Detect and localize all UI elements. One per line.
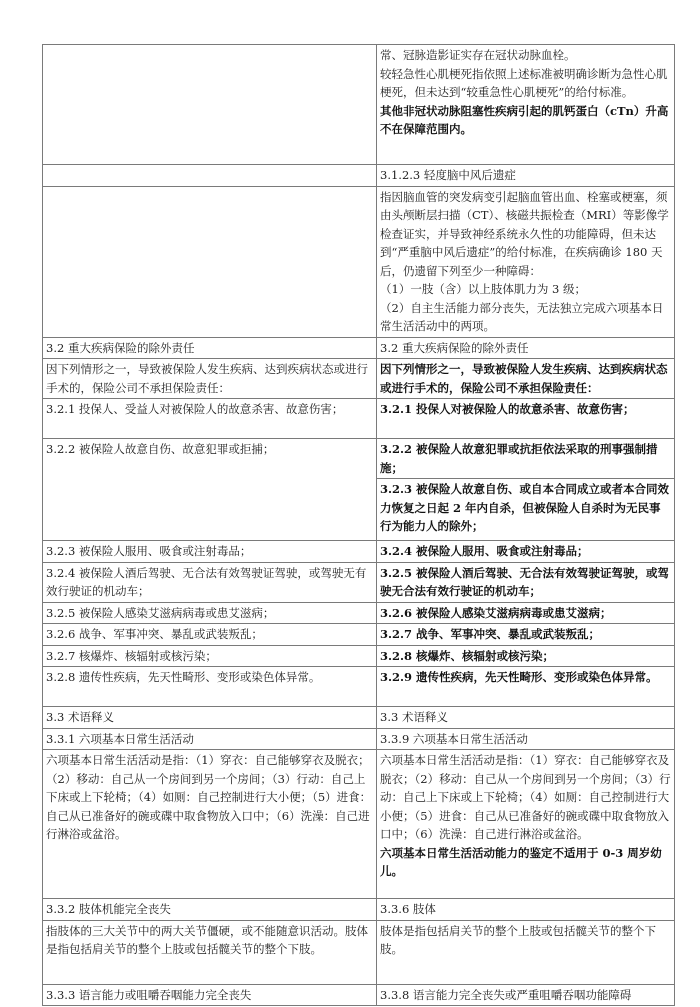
clause-text: 3.3.9 六项基本日常生活活动 [380,731,528,746]
clause-text: 3.2.8 遗传性疾病，先天性畸形、变形或染色体异常。 [46,670,321,684]
clause-text: 指肢体的三大关节中的两大关节僵硬，或不能随意识活动。肢体是指包括肩关节的整个上肢或包括髋关节的整个下肢。 [46,923,368,956]
clause-text: （2）自主生活能力部分丧失，无法独立完成六项基本日常生活活动中的两项。 [380,300,664,333]
table-row [43,667,675,707]
cell-original-clause [43,45,377,165]
clause-text: 指因脑血管的突发病变引起脑血管出血、栓塞或梗塞，须由头颅断层扫描（CT）、核磁共振检查（MRI）等影像学检查证实，并导致神经系统永久性的功能障碍，但未达到“严重脑中风后遗症”的给付标准，在疾病确诊 180 天后，仍遗留下列至少一种障碍： [380,189,669,278]
clause-text: 3.2.4 被保险人酒后驾驶、无合法有效驾驶证驾驶，或驾驶无有效行驶证的机动车； [46,565,367,598]
cell-revised-clause [377,728,675,750]
clause-text: （1）一肢（含）以上肢体肌力为 3 级； [380,282,586,296]
cell-revised-clause [377,479,675,541]
cell-revised-clause [377,399,675,439]
table-row [43,645,675,667]
table-row [43,399,675,439]
cell-revised-clause [377,602,675,624]
table-row [43,562,675,602]
clause-text: 3.2.3 被保险人服用、吸食或注射毒品； [46,544,252,558]
table-row [43,920,675,984]
table-row [43,439,675,479]
clause-text: 因下列情形之一，导致被保险人发生疾病、达到疾病状态或进行手术的，保险公司不承担保险责任： [380,362,668,395]
cell-original-clause [43,186,377,337]
clause-text: 3.3.3 语言能力或咀嚼吞咽能力完全丧失 [46,987,252,1002]
clause-text: 3.2.4 被保险人服用、吸食或注射毒品； [380,544,589,558]
cell-original-clause [43,707,377,729]
cell-original-clause [43,602,377,624]
clause-text: 六项基本日常生活活动是指：（1）穿衣：自己能够穿衣及脱衣；（2）移动：自己从一个房间到另一个房间；（3）行动：自己上下床或上下轮椅；（4）如厕：自己控制进行大小便；（5）进食：自己从已准备好的碗或碟中取食物放入口中；（6）洗澡：自己进行淋浴或盆浴。 [46,753,372,841]
clause-text: 3.2.7 核爆炸、核辐射或核污染； [46,648,217,663]
table-row [43,899,675,921]
clause-text: 3.3.6 肢体 [380,902,436,916]
cell-original-clause [43,728,377,750]
cell-revised-clause [377,359,675,399]
clause-text: 3.3 术语释义 [380,710,448,724]
cell-revised-clause [377,439,675,479]
table-row [43,728,675,750]
cell-revised-clause [377,165,675,187]
clause-text: 3.2.2 被保险人故意自伤、故意犯罪或拒捕； [46,442,275,456]
clause-text: 3.3.8 语言能力完全丧失或严重咀嚼吞咽功能障碍 [380,987,632,1002]
cell-original-clause [43,562,377,602]
cell-original-clause [43,165,377,187]
clause-text: 3.1.2.3 轻度脑中风后遗症 [380,168,516,182]
cell-original-clause [43,439,377,541]
table-row [43,165,675,187]
cell-original-clause [43,984,377,1006]
clause-text: 因下列情形之一，导致被保险人发生疾病、达到疾病状态或进行手术的，保险公司不承担保险责任： [46,362,368,395]
table-row [43,359,675,399]
table-row [43,541,675,563]
clause-text: 3.3 术语释义 [46,710,114,724]
cell-revised-clause [377,624,675,646]
cell-revised-clause [377,541,675,563]
cell-original-clause [43,541,377,563]
clause-text: 3.2.2 被保险人故意犯罪或抗拒依法采取的刑事强制措施； [380,442,658,475]
table-row [43,707,675,729]
cell-revised-clause [377,899,675,921]
clause-text: 3.3.2 肢体机能完全丧失 [46,902,171,916]
comparison-table-body [43,45,675,1006]
table-row [43,750,675,899]
clause-text: 3.2.1 投保人对被保险人的故意杀害、故意伤害； [380,402,635,416]
cell-revised-clause [377,562,675,602]
table-row [43,624,675,646]
clause-text: 较轻急性心肌梗死指依照上述标准被明确诊断为急性心肌梗死，但未达到“较重急性心肌梗死”的给付标准。 [380,66,668,99]
clause-text: 3.2.6 战争、军事冲突、暴乱或武装叛乱； [46,627,263,641]
clause-text: 六项基本日常生活活动是指：（1）穿衣：自己能够穿衣及脱衣；（2）移动：自己从一个房间到另一个房间；（3）行动：自己上下床或上下轮椅；（4）如厕：自己控制进行大小便；（5）进食：自己从已准备好的碗或碟中取食物放入口中；（6）洗澡：自己进行淋浴或盆浴。 [380,753,671,841]
cell-revised-clause [377,920,675,984]
cell-original-clause [43,399,377,439]
cell-revised-clause [377,645,675,667]
cell-original-clause [43,920,377,984]
clause-text: 3.2.8 核爆炸、核辐射或核污染； [380,648,555,663]
clause-text: 常、冠脉造影证实存在冠状动脉血栓。 [380,48,576,62]
clause-text: 肢体是指包括肩关节的整个上肢或包括髋关节的整个下肢。 [380,923,656,956]
cell-revised-clause [377,337,675,359]
table-row [43,602,675,624]
cell-revised-clause [377,45,675,165]
clause-text: 3.2.9 遗传性疾病，先天性畸形、变形或染色体异常。 [380,670,658,684]
clause-text: 3.2.6 被保险人感染艾滋病病毒或患艾滋病； [380,605,612,620]
table-row [43,337,675,359]
cell-revised-clause [377,750,675,899]
clause-text: 3.2.5 被保险人感染艾滋病病毒或患艾滋病； [46,605,275,620]
comparison-table [42,44,675,1006]
cell-original-clause [43,750,377,899]
table-row [43,45,675,165]
table-row [43,186,675,337]
cell-original-clause [43,624,377,646]
clause-text: 3.2.5 被保险人酒后驾驶、无合法有效驾驶证驾驶，或驾驶无合法有效行驶证的机动车； [380,565,670,598]
cell-original-clause [43,645,377,667]
clause-text: 其他非冠状动脉阻塞性疾病引起的肌钙蛋白（cTn）升高不在保障范围内。 [380,103,669,136]
cell-original-clause [43,337,377,359]
cell-revised-clause [377,707,675,729]
cell-revised-clause [377,667,675,707]
cell-revised-clause [377,186,675,337]
clause-text: 3.2.1 投保人、受益人对被保险人的故意杀害、故意伤害； [46,402,344,416]
table-row [43,984,675,1006]
cell-revised-clause [377,984,675,1006]
cell-original-clause [43,899,377,921]
clause-text: 3.2 重大疾病保险的除外责任 [380,340,529,355]
clause-text: 3.2 重大疾病保险的除外责任 [46,340,195,355]
clause-text: 3.3.1 六项基本日常生活活动 [46,731,194,746]
cell-original-clause [43,667,377,707]
clause-text: 3.2.3 被保险人故意自伤、或自本合同成立或者本合同效力恢复之日起 2 年内自杀，但被保险人自杀时为无民事行为能力人的除外； [380,482,670,533]
cell-original-clause [43,359,377,399]
clause-text: 六项基本日常生活活动能力的鉴定不适用于 0-3 周岁幼儿。 [380,845,662,878]
clause-text: 3.2.7 战争、军事冲突、暴乱或武装叛乱； [380,627,601,641]
